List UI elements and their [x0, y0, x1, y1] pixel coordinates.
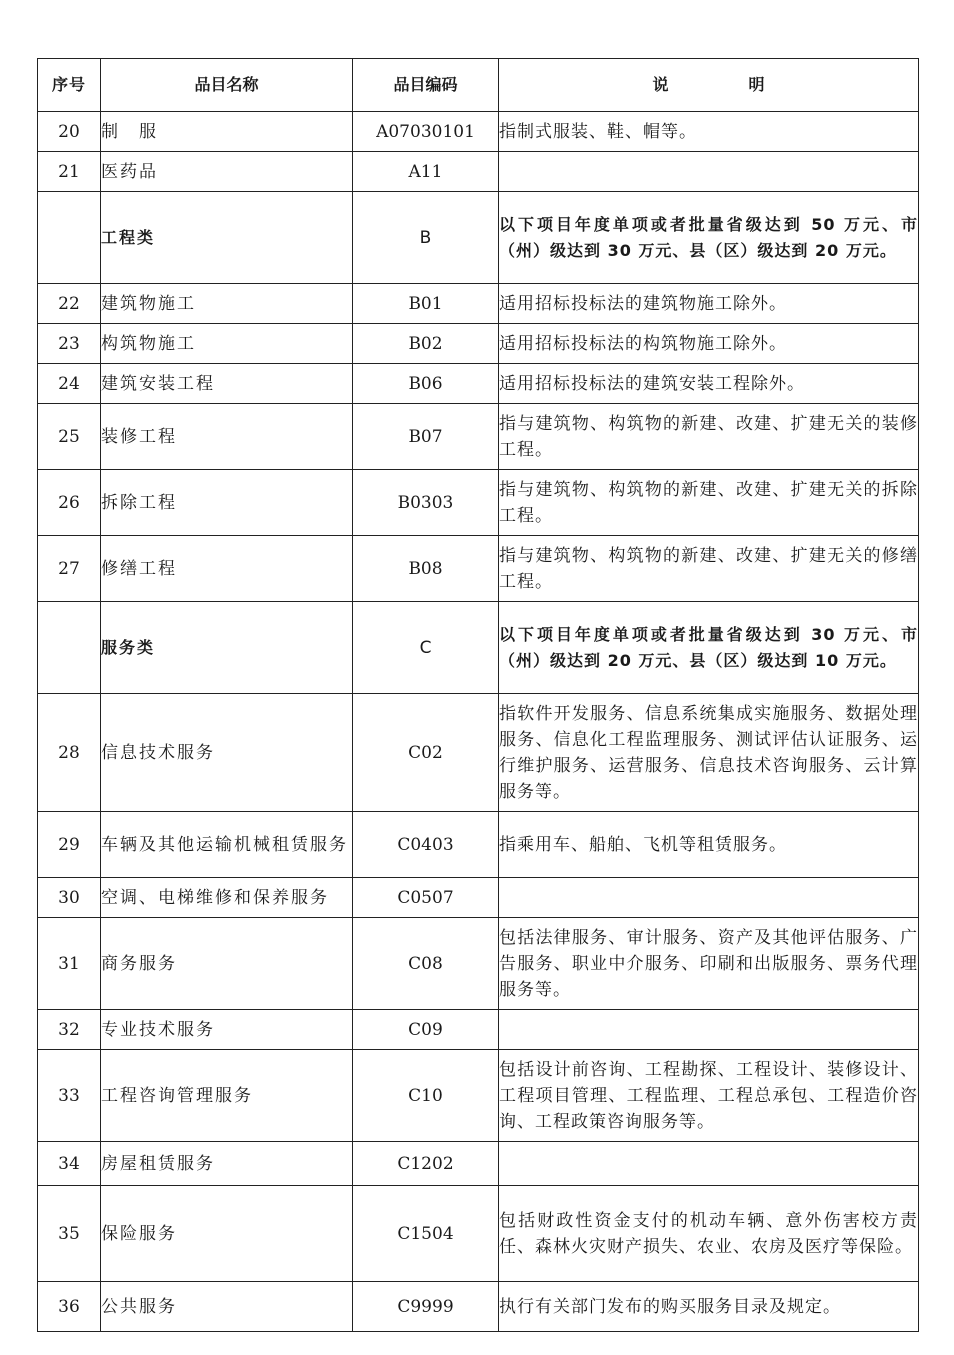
cell-code: C0403	[353, 812, 499, 878]
cell-desc: 以下项目年度单项或者批量省级达到 30 万元、市（州）级达到 20 万元、县（区）级达到 10 万元。	[499, 602, 919, 694]
cell-name: 装修工程	[101, 404, 353, 470]
cell-seq: 21	[38, 152, 101, 192]
cell-desc: 指与建筑物、构筑物的新建、改建、扩建无关的拆除工程。	[499, 470, 919, 536]
table-row	[38, 364, 919, 404]
cell-code: B07	[353, 404, 499, 470]
cell-desc: 指软件开发服务、信息系统集成实施服务、数据处理服务、信息化工程监理服务、测试评估认证服务、运行维护服务、运营服务、信息技术咨询服务、云计算服务等。	[499, 694, 919, 812]
table-row	[38, 404, 919, 470]
cell-desc	[499, 1010, 919, 1050]
cell-code: A11	[353, 152, 499, 192]
cell-seq: 27	[38, 536, 101, 602]
cell-desc: 执行有关部门发布的购买服务目录及规定。	[499, 1282, 919, 1332]
cell-seq: 28	[38, 694, 101, 812]
category-row	[38, 192, 919, 284]
cell-seq	[38, 602, 101, 694]
cell-code: C09	[353, 1010, 499, 1050]
cell-seq: 30	[38, 878, 101, 918]
cell-name: 商务服务	[101, 918, 353, 1010]
cell-name: 拆除工程	[101, 470, 353, 536]
cell-seq: 33	[38, 1050, 101, 1142]
cell-name: 工程咨询管理服务	[101, 1050, 353, 1142]
cell-desc	[499, 1142, 919, 1186]
cell-code: C1504	[353, 1186, 499, 1282]
table-row	[38, 152, 919, 192]
cell-desc: 指乘用车、船舶、飞机等租赁服务。	[499, 812, 919, 878]
table-row	[38, 470, 919, 536]
cell-code: C	[353, 602, 499, 694]
cell-name: 制 服	[101, 112, 353, 152]
table-row	[38, 878, 919, 918]
cell-name: 服务类	[101, 602, 353, 694]
cell-code: B0303	[353, 470, 499, 536]
cell-seq: 26	[38, 470, 101, 536]
cell-seq: 22	[38, 284, 101, 324]
cell-name: 空调、电梯维修和保养服务	[101, 878, 353, 918]
table-row	[38, 324, 919, 364]
cell-name: 构筑物施工	[101, 324, 353, 364]
cell-code: A07030101	[353, 112, 499, 152]
cell-code: C02	[353, 694, 499, 812]
category-row	[38, 602, 919, 694]
cell-name: 房屋租赁服务	[101, 1142, 353, 1186]
cell-seq: 24	[38, 364, 101, 404]
cell-seq: 31	[38, 918, 101, 1010]
cell-desc	[499, 152, 919, 192]
cell-seq: 20	[38, 112, 101, 152]
cell-name: 建筑物施工	[101, 284, 353, 324]
cell-seq	[38, 192, 101, 284]
header-desc	[499, 59, 919, 112]
cell-seq: 29	[38, 812, 101, 878]
cell-desc: 包括法律服务、审计服务、资产及其他评估服务、广告服务、职业中介服务、印刷和出版服务、票务代理服务等。	[499, 918, 919, 1010]
cell-name: 保险服务	[101, 1186, 353, 1282]
cell-code: C1202	[353, 1142, 499, 1186]
cell-desc	[499, 878, 919, 918]
cell-desc: 指与建筑物、构筑物的新建、改建、扩建无关的装修工程。	[499, 404, 919, 470]
table-header-row	[38, 59, 919, 112]
cell-seq: 32	[38, 1010, 101, 1050]
cell-seq: 23	[38, 324, 101, 364]
cell-desc: 指制式服装、鞋、帽等。	[499, 112, 919, 152]
cell-code: B08	[353, 536, 499, 602]
header-code: 品目编码	[353, 59, 499, 112]
table-row	[38, 1010, 919, 1050]
cell-desc: 适用招标投标法的建筑物施工除外。	[499, 284, 919, 324]
table-row	[38, 1186, 919, 1282]
table-row	[38, 536, 919, 602]
cell-code: C9999	[353, 1282, 499, 1332]
header-seq: 序号	[38, 59, 101, 112]
table-row	[38, 1050, 919, 1142]
cell-seq: 34	[38, 1142, 101, 1186]
cell-desc: 以下项目年度单项或者批量省级达到 50 万元、市（州）级达到 30 万元、县（区）级达到 20 万元。	[499, 192, 919, 284]
table-row	[38, 812, 919, 878]
cell-name: 专业技术服务	[101, 1010, 353, 1050]
table-row	[38, 1142, 919, 1186]
cell-desc: 适用招标投标法的建筑安装工程除外。	[499, 364, 919, 404]
cell-name: 公共服务	[101, 1282, 353, 1332]
cell-code: C08	[353, 918, 499, 1010]
header-name: 品目名称	[101, 59, 353, 112]
cell-name: 信息技术服务	[101, 694, 353, 812]
cell-seq: 35	[38, 1186, 101, 1282]
table-row	[38, 1282, 919, 1332]
cell-name: 修缮工程	[101, 536, 353, 602]
table-row	[38, 112, 919, 152]
table-row	[38, 284, 919, 324]
cell-code: C10	[353, 1050, 499, 1142]
header-desc-label: 说明	[652, 75, 845, 94]
cell-seq: 36	[38, 1282, 101, 1332]
cell-name: 工程类	[101, 192, 353, 284]
cell-name: 车辆及其他运输机械租赁服务	[101, 812, 353, 878]
cell-code: B02	[353, 324, 499, 364]
cell-desc: 包括财政性资金支付的机动车辆、意外伤害校方责任、森林火灾财产损失、农业、农房及医疗等保险。	[499, 1186, 919, 1282]
cell-code: C0507	[353, 878, 499, 918]
cell-desc: 适用招标投标法的构筑物施工除外。	[499, 324, 919, 364]
cell-desc: 包括设计前咨询、工程勘探、工程设计、装修设计、工程项目管理、工程监理、工程总承包、工程造价咨询、工程政策咨询服务等。	[499, 1050, 919, 1142]
cell-seq: 25	[38, 404, 101, 470]
cell-code: B06	[353, 364, 499, 404]
cell-code: B01	[353, 284, 499, 324]
cell-code: B	[353, 192, 499, 284]
table-row	[38, 694, 919, 812]
table-row	[38, 918, 919, 1010]
cell-name: 建筑安装工程	[101, 364, 353, 404]
cell-name: 医药品	[101, 152, 353, 192]
procurement-catalog-table	[37, 58, 919, 1332]
table-body	[38, 112, 919, 1332]
cell-desc: 指与建筑物、构筑物的新建、改建、扩建无关的修缮工程。	[499, 536, 919, 602]
